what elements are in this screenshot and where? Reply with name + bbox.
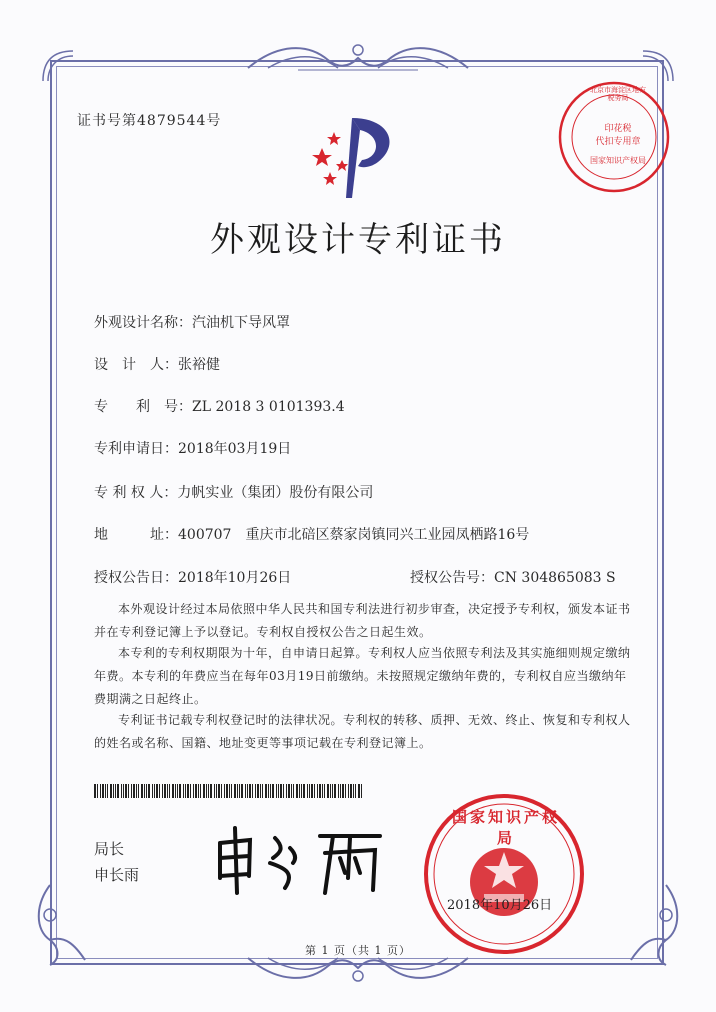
tax-stamp-bottom-text: 国家知识产权局 [590,156,646,165]
designer-value: 张裕健 [178,357,220,373]
grant-date-value: 2018年10月26日 [178,570,292,586]
filing-date-row [94,438,291,458]
address-row [94,524,529,544]
filing-date-label: 专利申请日： [94,441,178,457]
announcement-number-value: CN 304865083 S [494,570,616,586]
patentee-value: 力帆实业（集团）股份有限公司 [177,485,374,501]
seal-arc-text: 国家知识产权局 [451,808,560,847]
address-value: 400707 重庆市北碚区蔡家岗镇同兴工业园凤栖路16号 [178,527,530,543]
paragraph-legal-status: 专利证书记载专利权登记时的法律状况。专利权的转移、质押、无效、终止、恢复和专利权人的姓名或名称、国籍、地址变更等事项记载在专利登记簿上。 [94,713,631,750]
tax-stamp-outer-text: 北京市海淀区地方税务局 [590,86,646,102]
barcode-icon [94,784,364,798]
announcement-number-row [410,567,616,587]
grant-date-row [94,567,291,587]
patentee-label: 专 利 权 人： [94,485,178,501]
seal-date: 2018年10月26日 [447,898,553,913]
patent-number-row [94,396,345,416]
tax-stamp-line1: 印花税 [604,124,632,134]
certificate-title: 外观设计专利证书 [210,220,506,260]
designer-row [94,354,220,374]
director-title: 局长 [94,840,125,858]
designer-label: 设 计 人： [94,357,178,373]
signature-icon [205,818,405,898]
patent-number-value: ZL 2018 3 0101393.4 [192,399,345,415]
design-name-row [94,312,290,332]
patent-number-label: 专 利 号： [94,399,192,415]
page-footer: 第 1 页（共 1 页） [305,944,411,957]
tax-stamp-line2: 代扣专用章 [595,137,641,147]
cnipa-logo-icon [300,110,420,202]
certificate-number: 证书号第4879544号 [77,113,222,129]
patentee-row [94,482,373,502]
design-name-value: 汽油机下导风罩 [192,315,290,331]
top-ornament [238,38,478,78]
grant-date-label: 授权公告日： [94,570,178,586]
director-name: 申长雨 [94,866,140,884]
announcement-number-label: 授权公告号： [410,570,494,586]
paragraph-term: 本专利的专利权期限为十年，自申请日起算。专利权人应当依照专利法及其实施细则规定缴纳年费。本专利的年费应当在每年03月19日前缴纳。未按照规定缴纳年费的，专利权自应当缴纳年费期满之日起终止。 [94,646,631,706]
paragraph-grant: 本外观设计经过本局依照中华人民共和国专利法进行初步审查，决定授予专利权，颁发本证书并在专利登记簿上予以登记。专利权自授权公告之日起生效。 [94,602,631,639]
design-name-label: 外观设计名称： [94,315,192,331]
corner-ornament-top-left [38,46,78,86]
address-label: 地 址： [94,527,178,543]
filing-date-value: 2018年03月19日 [178,441,292,457]
